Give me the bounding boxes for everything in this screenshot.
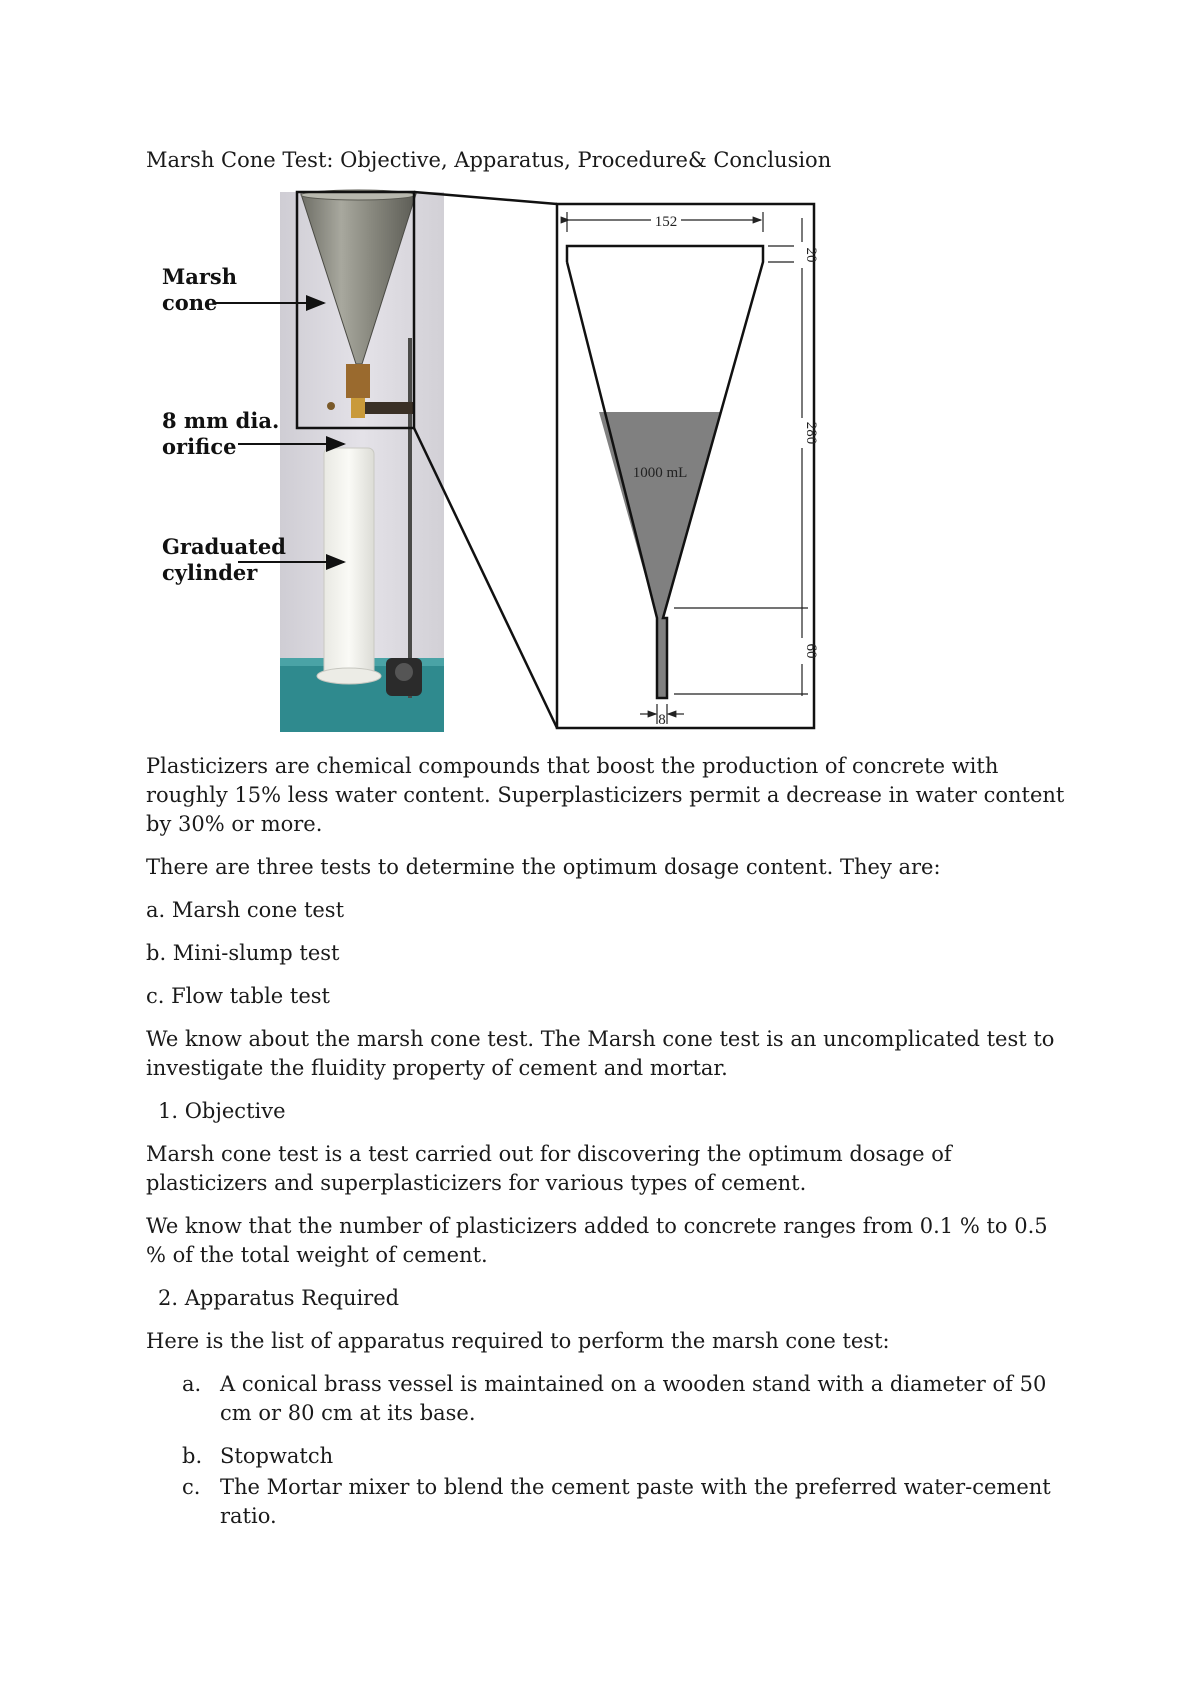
apparatus-list	[146, 1370, 1066, 1531]
list-item	[146, 1370, 1066, 1428]
label-cylinder-line1: Graduated	[162, 534, 286, 559]
list-item	[146, 1442, 1066, 1471]
section-heading-apparatus: 2. Apparatus Required	[158, 1286, 400, 1310]
paragraph-marsh-cone-intro: We know about the marsh cone test. The Marsh cone test is an uncomplicated test to investigate the fluidity property of cement and mortar.	[146, 1027, 1055, 1080]
test-item-marsh-cone: a. Marsh cone test	[146, 898, 345, 922]
list-item	[146, 1473, 1066, 1531]
list-marker: a.	[182, 1372, 202, 1396]
section-heading-objective: 1. Objective	[158, 1099, 286, 1123]
cone-cross-section-drawing	[557, 204, 819, 728]
test-item-flow-table: c. Flow table test	[146, 984, 330, 1008]
list-item-text: Stopwatch	[220, 1444, 334, 1468]
list-item-text: The Mortar mixer to blend the cement paste with the preferred water-cement ratio.	[220, 1475, 1051, 1528]
marsh-cone-illustration	[146, 188, 826, 738]
label-cylinder-line2: cylinder	[162, 560, 258, 585]
list-marker: c.	[182, 1475, 201, 1499]
document-title: Marsh Cone Test: Objective, Apparatus, Procedure& Conclusion	[146, 148, 832, 172]
marsh-cone-figure	[146, 188, 826, 738]
paragraph-apparatus-intro: Here is the list of apparatus required to perform the marsh cone test:	[146, 1329, 890, 1353]
label-marsh-cone-line2: cone	[162, 290, 218, 315]
paragraph-plasticizer-range: We know that the number of plasticizers added to concrete ranges from 0.1 % to 0.5 % of the total weight of cement.	[146, 1214, 1048, 1267]
dimension-top: 20	[803, 247, 819, 263]
paragraph-three-tests: There are three tests to determine the optimum dosage content. They are:	[146, 855, 941, 879]
paragraph-plasticizers: Plasticizers are chemical compounds that boost the production of concrete with roughly 15% less water content. Superplasticizers permit a decrease in water content by 30% or more.	[146, 754, 1065, 836]
document-body	[146, 752, 1066, 1545]
apparatus-photo	[280, 190, 444, 732]
list-item-text: A conical brass vessel is maintained on a wooden stand with a diameter of 50 cm or 80 cm at its base.	[220, 1372, 1047, 1425]
test-item-mini-slump: b. Mini-slump test	[146, 941, 340, 965]
dimension-orifice: 8	[658, 712, 666, 728]
dimension-tube-length: 60	[803, 643, 819, 659]
label-orifice-line1: 8 mm dia.	[162, 408, 280, 433]
label-orifice-line2: orifice	[162, 434, 237, 459]
volume-label: 1000 mL	[632, 465, 688, 481]
list-marker: b.	[182, 1444, 203, 1468]
label-marsh-cone-line1: Marsh	[162, 264, 238, 289]
paragraph-objective: Marsh cone test is a test carried out for discovering the optimum dosage of plasticizers and superplasticizers for various types of cement.	[146, 1142, 952, 1195]
dimension-cone-height: 280	[803, 421, 819, 445]
dimension-width: 152	[654, 214, 678, 230]
